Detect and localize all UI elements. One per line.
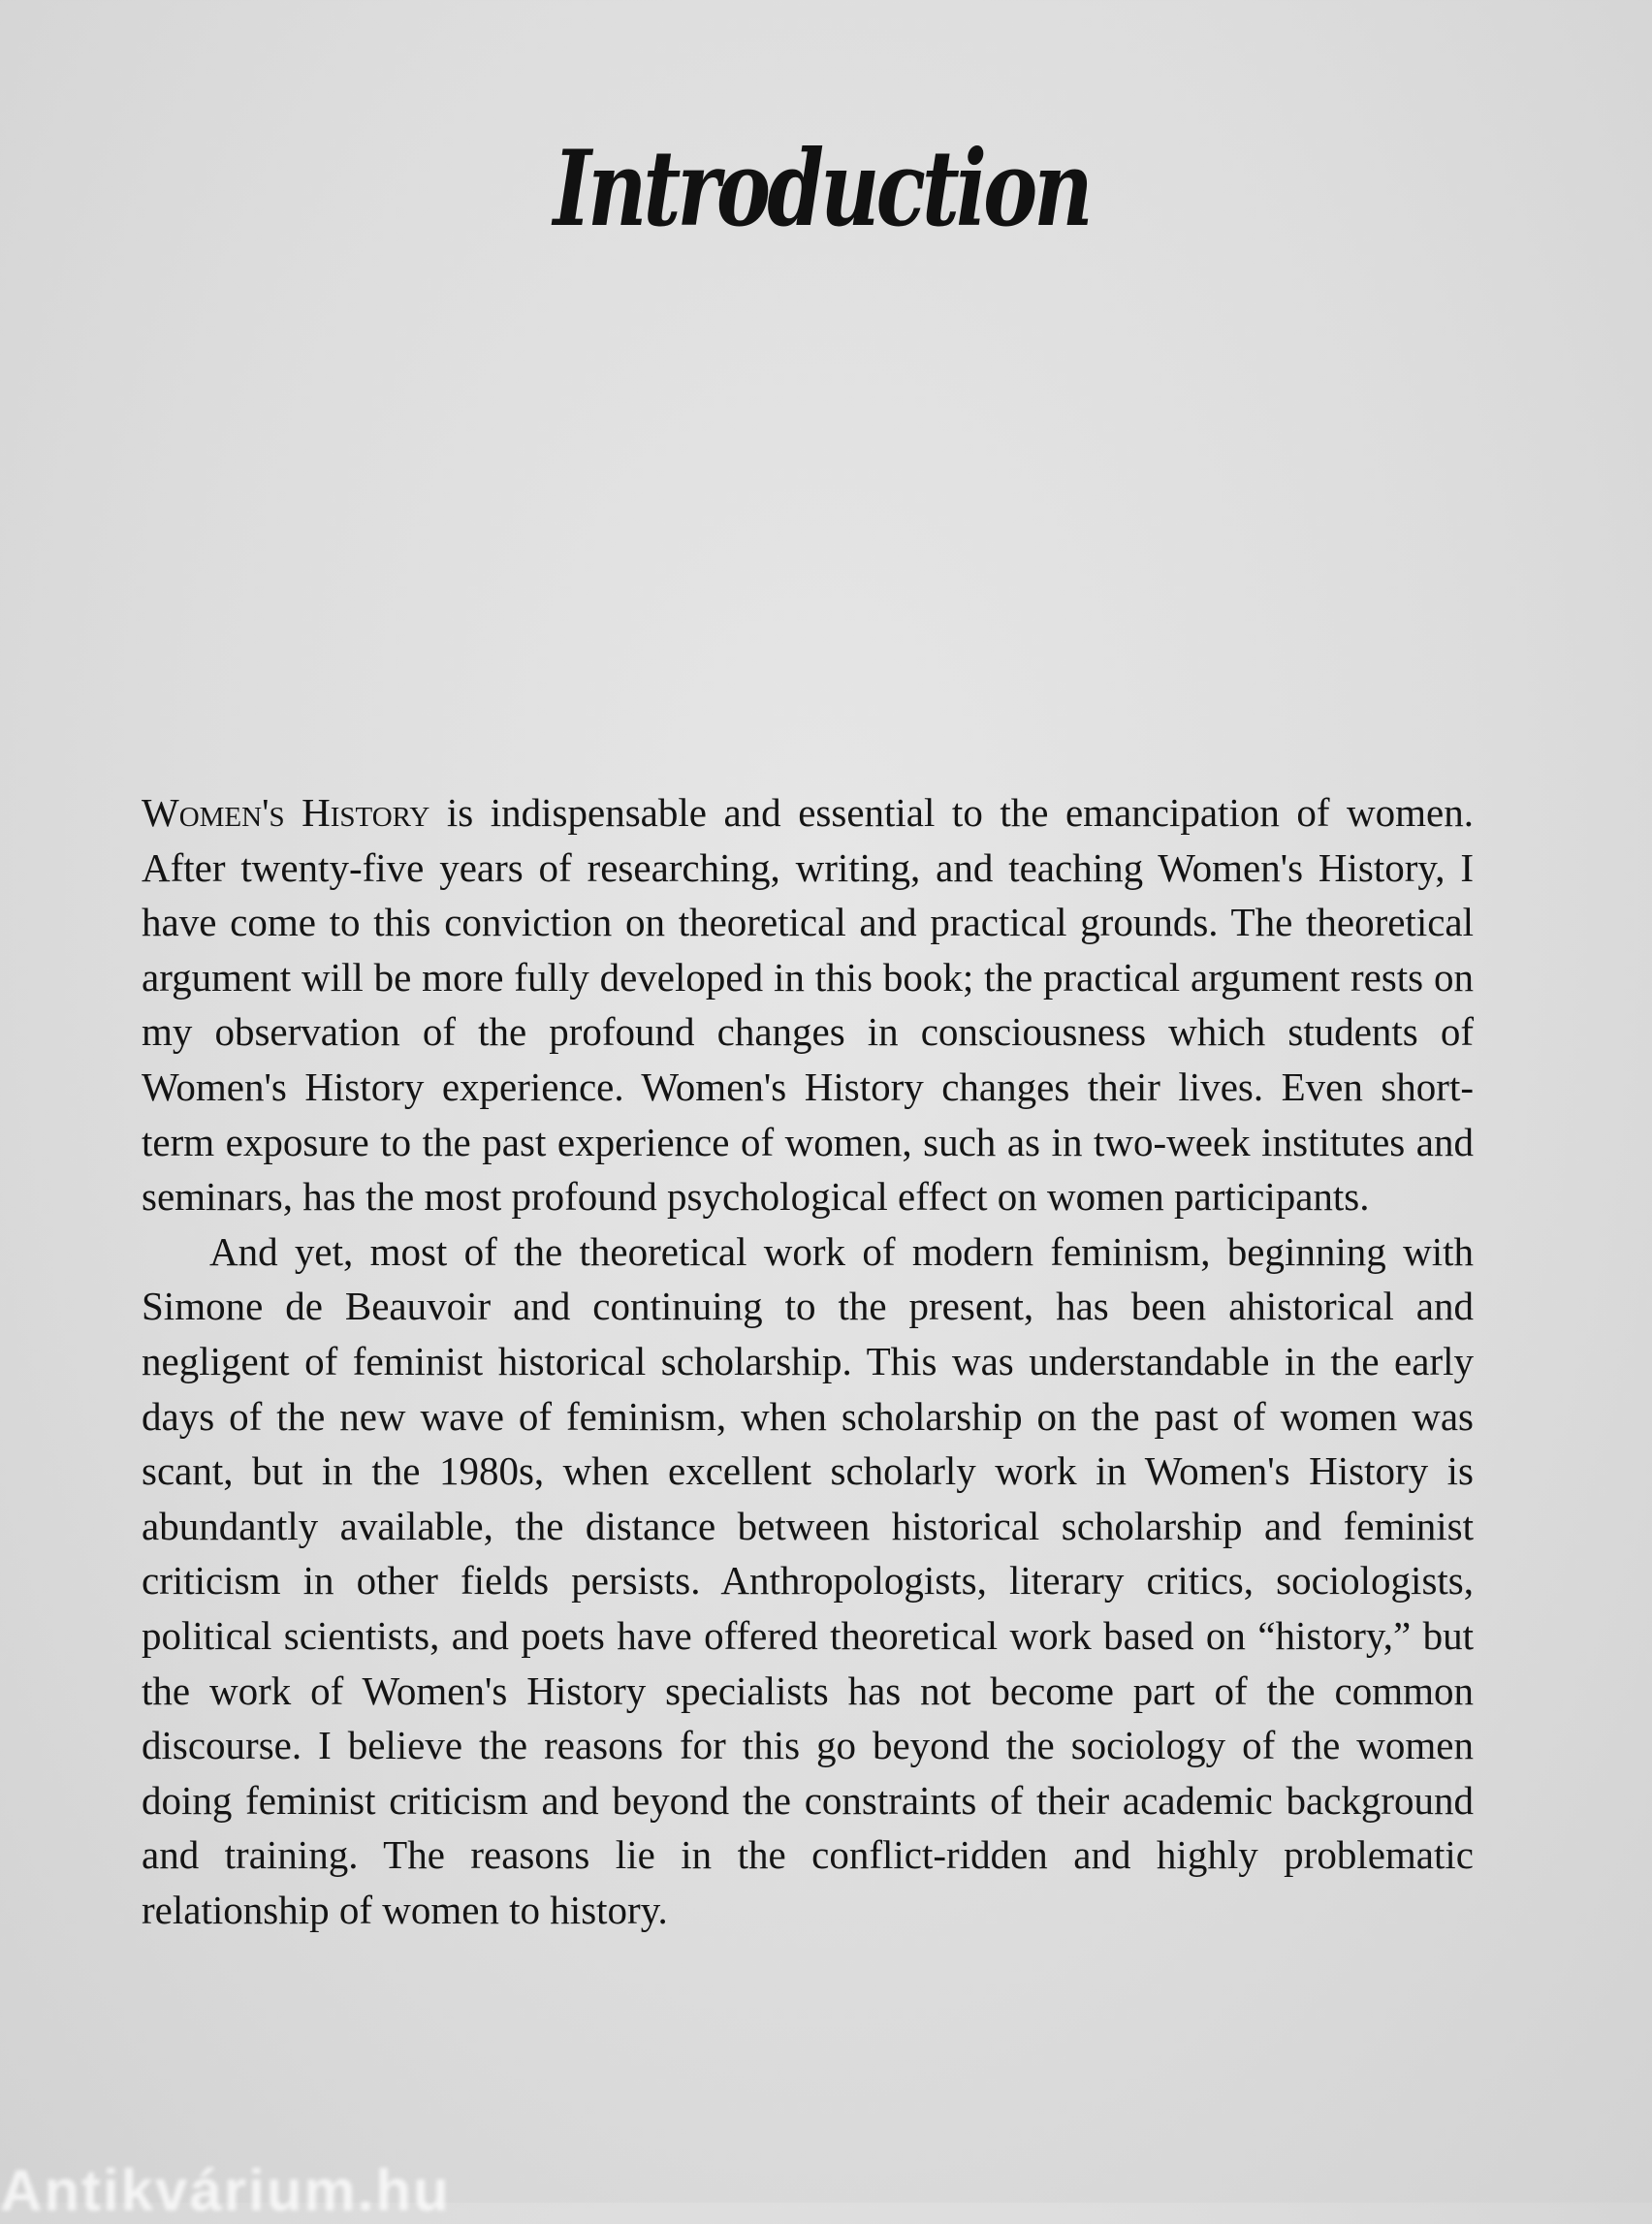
chapter-body bbox=[142, 785, 1474, 1937]
chapter-title: Introduction bbox=[553, 128, 1090, 251]
bleed-through-text bbox=[126, 0, 1522, 54]
paragraph-1 bbox=[142, 785, 1474, 1224]
paragraph-2: And yet, most of the theoretical work of modern feminism, beginning with Simone de Beauvoir and continuing to the present, has been ahistorical and negligent of feminist historical scholarship. This was understandable in the early days of the new wave of feminism, when scholarship on the past of women was scant, but in the 1980s, when excellent scholarly work in Women's History is abundantly available, the distance between historical scholarship and feminist criticism in other fields persists. Anthropologists, literary critics, sociologists, political scientists, and poets have offered theoretical work based on “history,” but the work of Women's History specialists has not become part of the common discourse. I believe the reasons for this go beyond the sociology of the women doing feminist criticism and beyond the constraints of their academic background and training. The reasons lie in the conflict-ridden and highly problematic relationship of women to history. bbox=[142, 1228, 1474, 1932]
watermark: Antikvárium.hu bbox=[0, 2158, 451, 2223]
lead-smallcaps: Women's History bbox=[142, 790, 430, 835]
paragraph-1-text: is indispensable and essential to the emancipation of women. After twenty-five years of researching, writing, and teaching Women's History, I have come to this conviction on theoretical and practical grounds. The theoretical argument will be more fully developed in this book; the practical argument rests on my observation of the profound changes in consciousness which students of Women's History experience. Women's History changes their lives. Even short-term exposure to the past experience of women, such as in two-week institutes and seminars, has the most profound psychological effect on women participants. bbox=[142, 790, 1475, 1220]
